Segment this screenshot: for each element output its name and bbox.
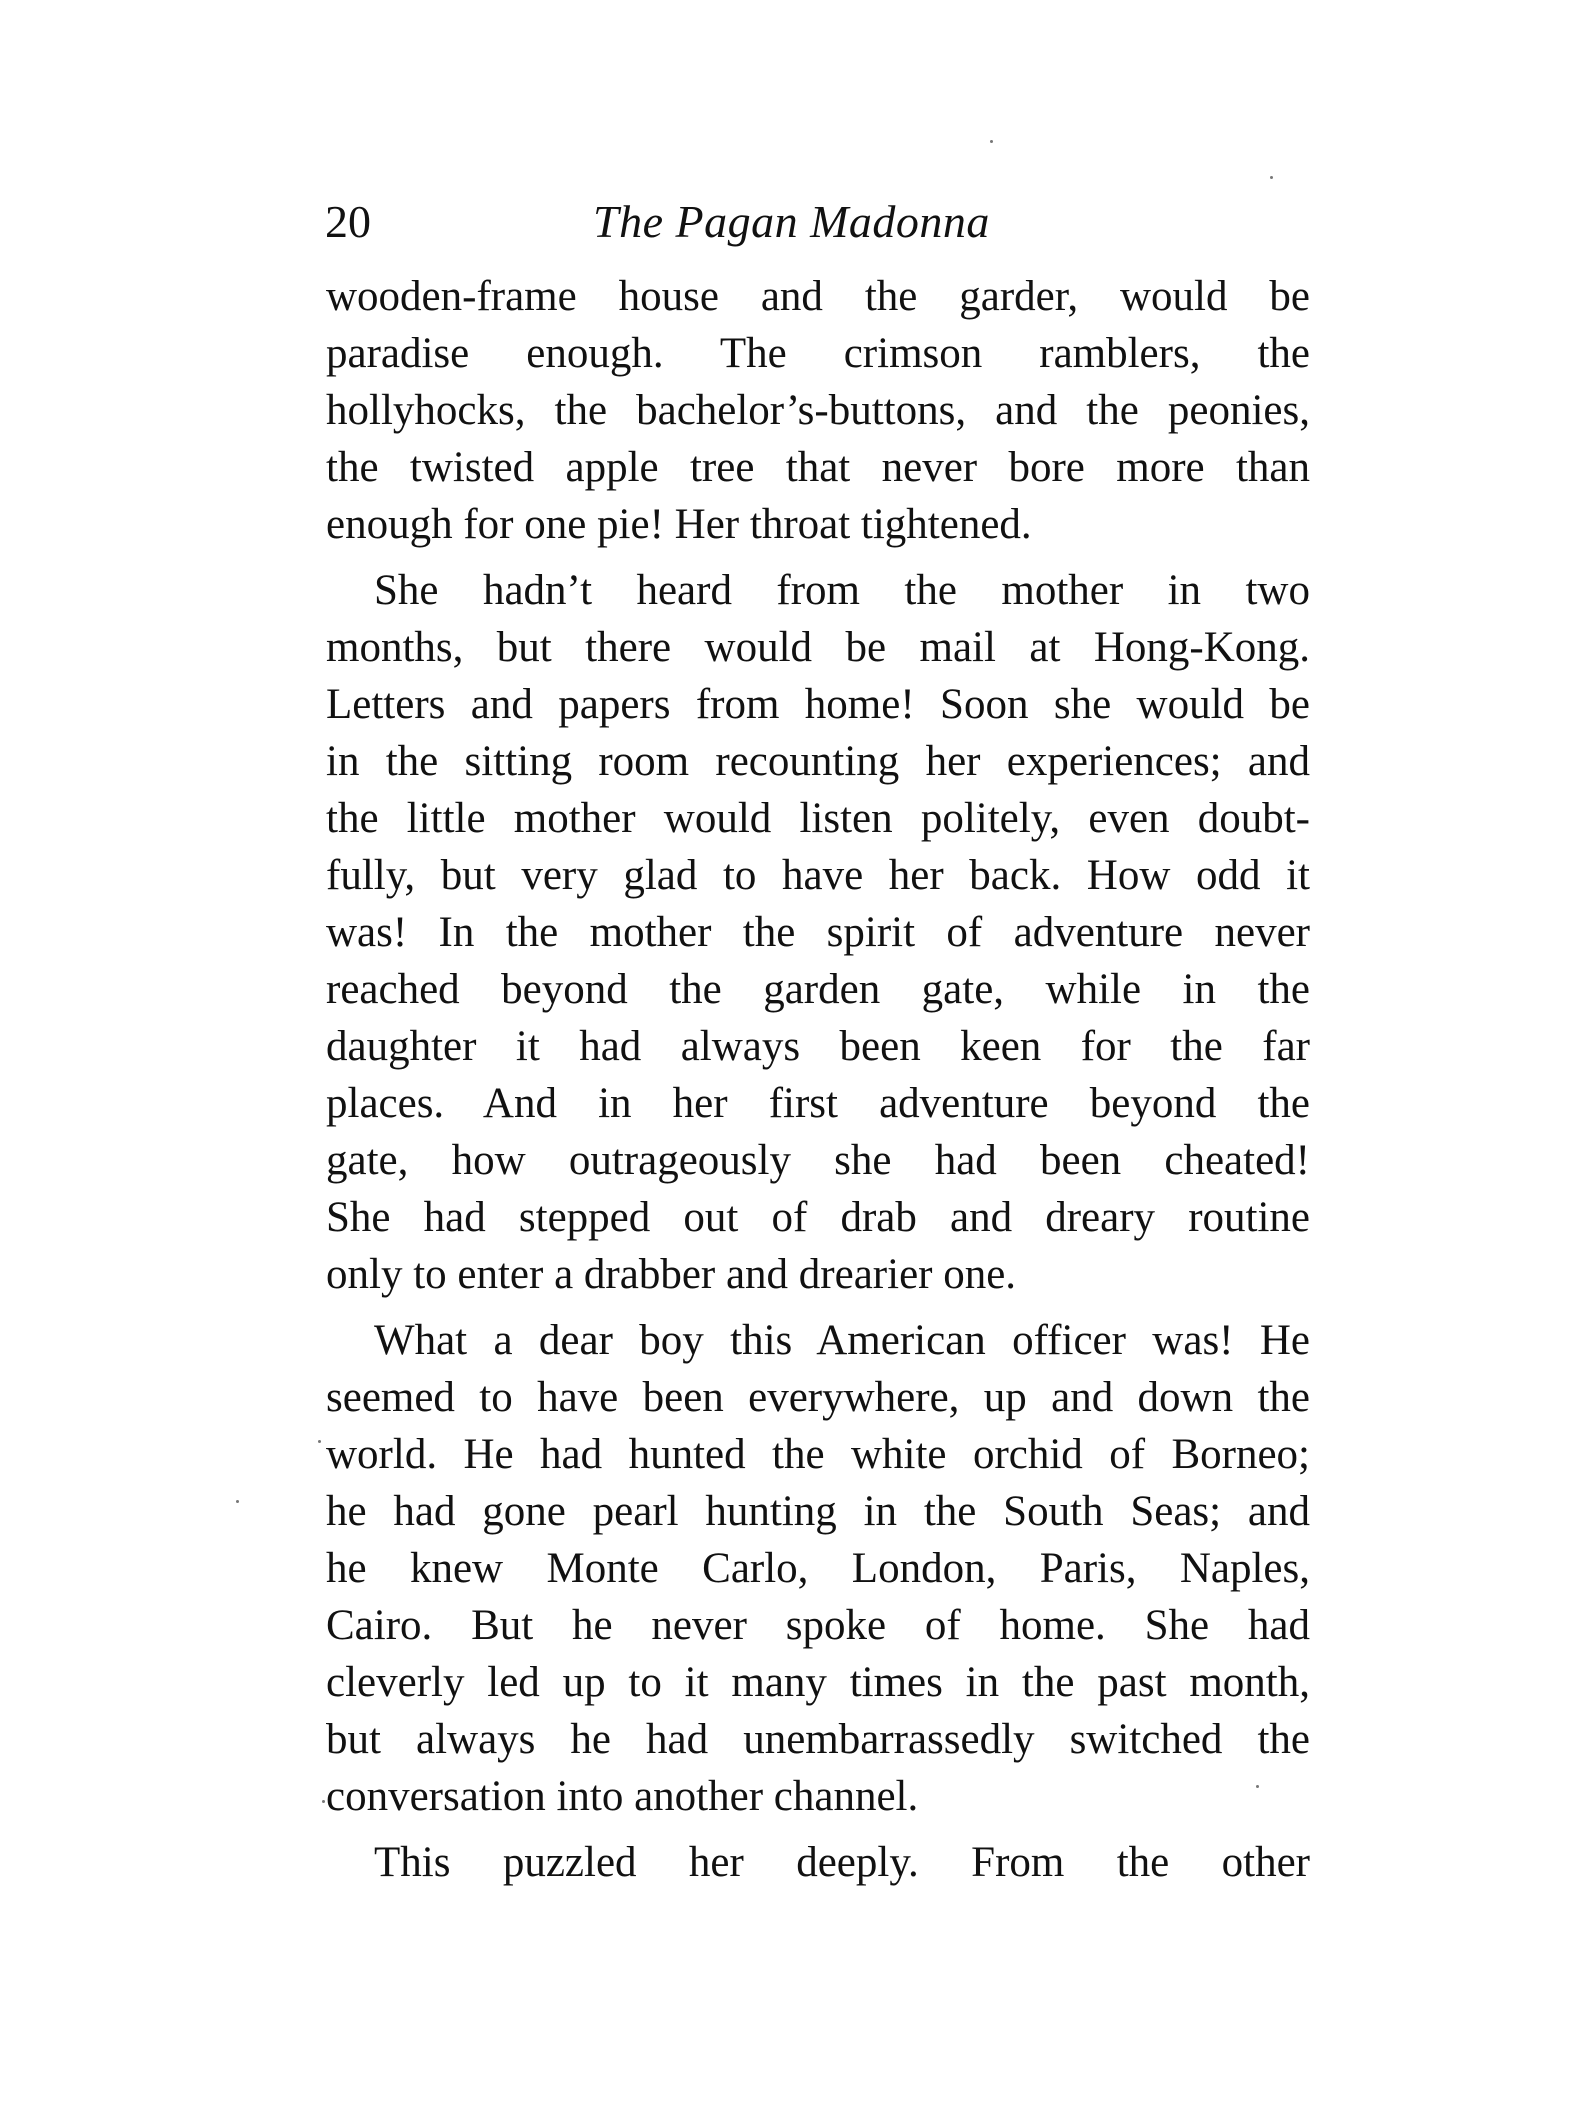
text-line: fully, but very glad to have her back. How odd it (326, 852, 1310, 899)
text-line: in the sitting room recounting her experiences; and (326, 738, 1310, 785)
scan-speck (990, 140, 993, 143)
paragraph-1 (326, 268, 1310, 553)
text-line: This puzzled her deeply. From the other (374, 1839, 1310, 1886)
text-line: She had stepped out of drab and dreary routine (326, 1194, 1310, 1241)
text-line: only to enter a drabber and drearier one. (326, 1251, 1017, 1298)
running-title: The Pagan Madonna (593, 196, 990, 247)
text-line: hollyhocks, the bachelor’s-buttons, and the peonies, (326, 387, 1310, 434)
text-line: he had gone pearl hunting in the South Seas; and (326, 1488, 1310, 1535)
text-line: conversation into another channel. (326, 1773, 919, 1820)
text-line: wooden-frame house and the garder, would be (326, 273, 1310, 320)
paragraph-3 (326, 1312, 1310, 1825)
scan-speck (322, 1800, 325, 1803)
text-line: places. And in her first adventure beyond the (326, 1080, 1310, 1127)
body-text (326, 268, 1310, 1891)
text-line: the little mother would listen politely, even doubt- (326, 795, 1310, 842)
scan-speck (1256, 1785, 1259, 1788)
scan-speck (318, 1440, 321, 1443)
paragraph-4 (326, 1834, 1310, 1891)
text-line: he knew Monte Carlo, London, Paris, Naples, (326, 1545, 1310, 1592)
text-line: months, but there would be mail at Hong-Kong. (326, 624, 1310, 671)
text-line: the twisted apple tree that never bore more than (326, 444, 1310, 491)
text-line: gate, how outrageously she had been cheated! (326, 1137, 1310, 1184)
text-line: was! In the mother the spirit of adventure never (326, 909, 1310, 956)
text-line: paradise enough. The crimson ramblers, the (326, 330, 1310, 377)
text-line: reached beyond the garden gate, while in the (326, 966, 1310, 1013)
text-line: Cairo. But he never spoke of home. She had (326, 1602, 1310, 1649)
text-line: cleverly led up to it many times in the past month, (326, 1659, 1310, 1706)
text-line: world. He had hunted the white orchid of Borneo; (326, 1431, 1310, 1478)
page-header (325, 192, 1325, 252)
text-line: daughter it had always been keen for the far (326, 1023, 1310, 1070)
text-line: Letters and papers from home! Soon she would be (326, 681, 1310, 728)
paragraph-2 (326, 562, 1310, 1303)
text-line: but always he had unembarrassedly switched the (326, 1716, 1310, 1763)
text-line: enough for one pie! Her throat tightened. (326, 501, 1032, 548)
text-line: What a dear boy this American officer was! He (374, 1317, 1310, 1364)
page-number: 20 (325, 196, 371, 247)
scan-speck (236, 1500, 239, 1503)
text-line: She hadn’t heard from the mother in two (374, 567, 1310, 614)
scan-speck (1270, 176, 1273, 179)
text-line: seemed to have been everywhere, up and down the (326, 1374, 1310, 1421)
